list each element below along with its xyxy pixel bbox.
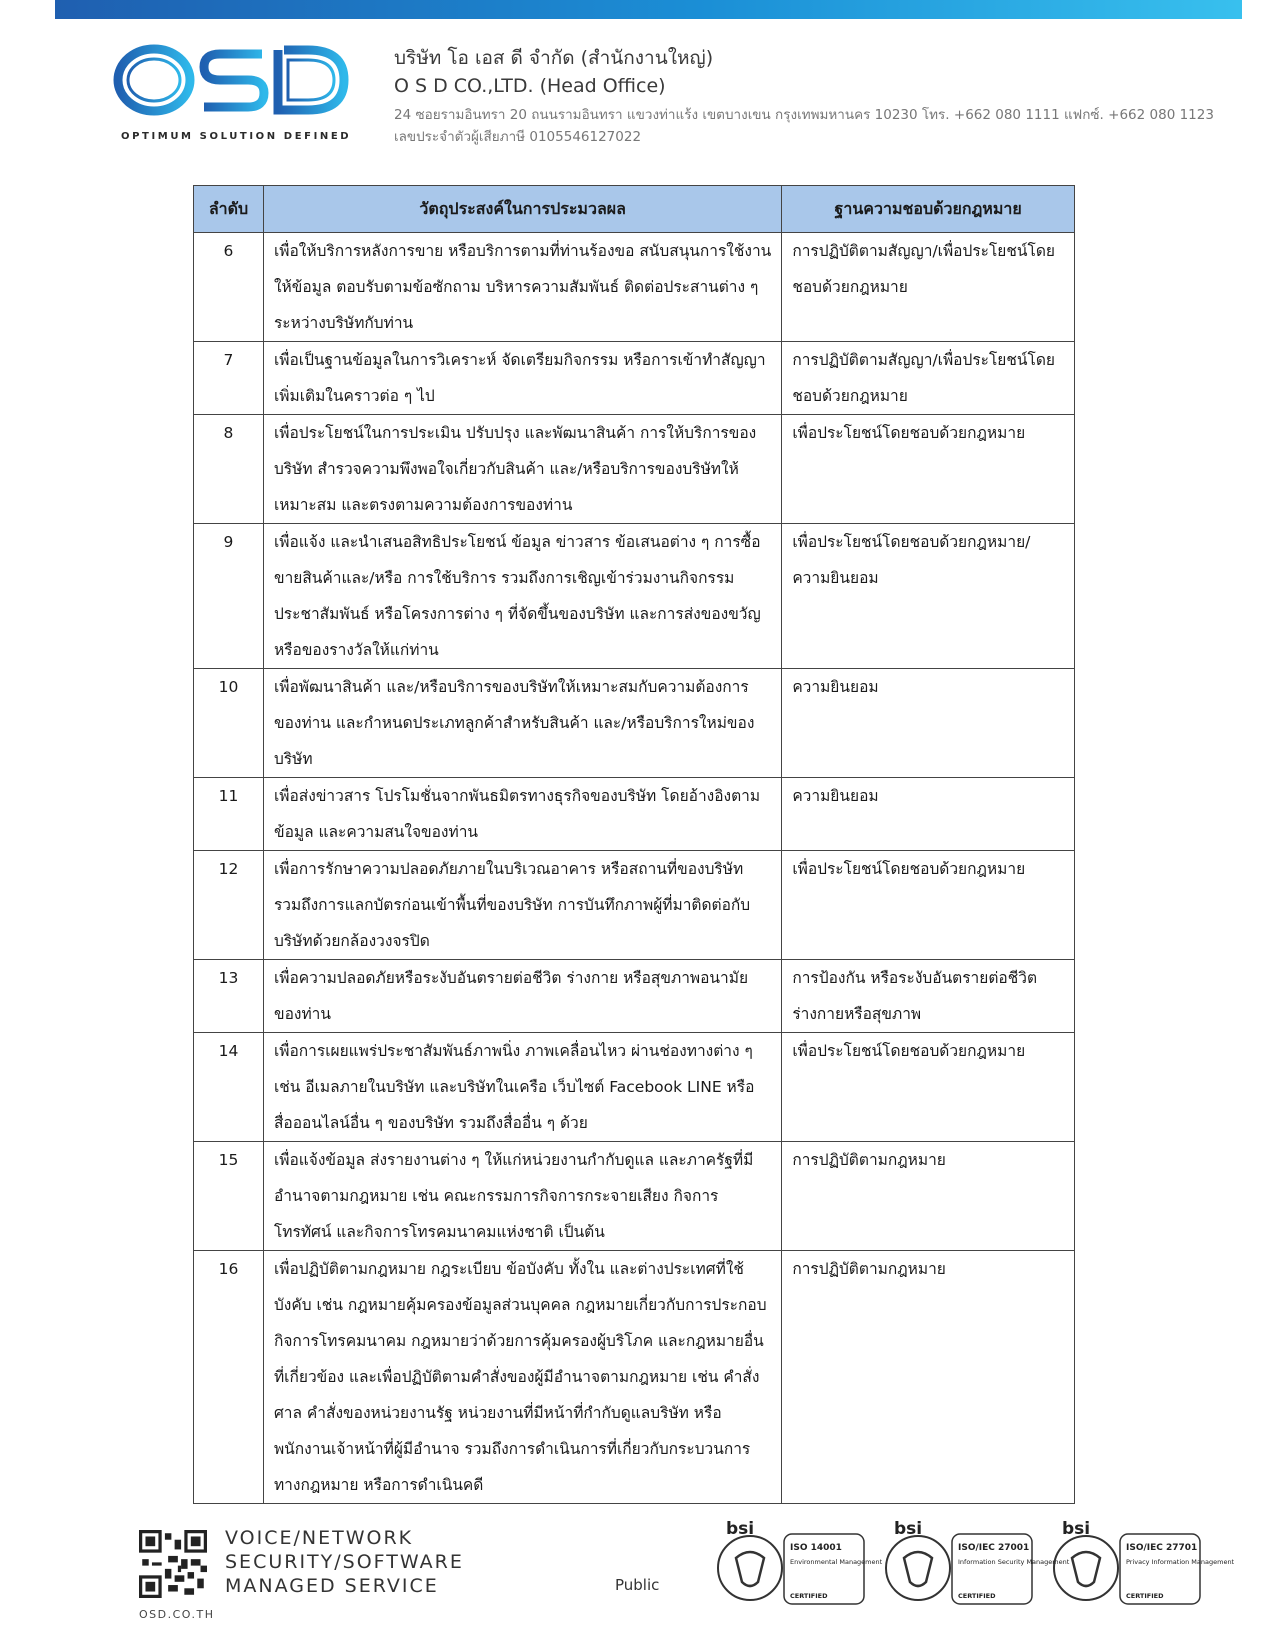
kitemark-heart-icon — [1072, 1552, 1100, 1586]
row-legal-basis: ความยินยอม — [782, 778, 1075, 851]
row-legal-basis: การปฏิบัติตามสัญญา/เพื่อประโยชน์โดยชอบด้วยกฎหมาย — [782, 233, 1075, 342]
row-number: 6 — [194, 233, 264, 342]
bsi-kitemark-icon — [886, 1536, 950, 1600]
company-name-english: O S D CO.,LTD. (Head Office) — [394, 75, 666, 97]
row-legal-basis: ความยินยอม — [782, 669, 1075, 778]
bsi-brand: bsi — [726, 1519, 755, 1539]
table-row — [194, 1033, 1075, 1142]
bsi-kitemark-icon — [1054, 1536, 1118, 1600]
row-number: 9 — [194, 524, 264, 669]
row-number: 11 — [194, 778, 264, 851]
row-number: 16 — [194, 1251, 264, 1504]
row-number: 7 — [194, 342, 264, 415]
cert-description: Privacy Information Management — [1126, 1558, 1235, 1566]
row-legal-basis: เพื่อประโยชน์โดยชอบด้วยกฎหมาย — [782, 415, 1075, 524]
bsi-brand: bsi — [1062, 1519, 1091, 1539]
row-legal-basis: การปฏิบัติตามสัญญา/เพื่อประโยชน์โดยชอบด้วยกฎหมาย — [782, 342, 1075, 415]
service-list — [225, 1526, 464, 1598]
row-purpose: เพื่อให้บริการหลังการขาย หรือบริการตามที่ท่านร้องขอ สนับสนุนการใช้งาน ให้ข้อมูล ตอบรับตามข้อซักถาม บริหารความสัมพันธ์ ติดต่อประสานต่าง ๆ ระหว่างบริษัทกับท่าน — [263, 233, 781, 342]
row-legal-basis: เพื่อประโยชน์โดยชอบด้วยกฎหมาย/ความยินยอม — [782, 524, 1075, 669]
row-legal-basis: เพื่อประโยชน์โดยชอบด้วยกฎหมาย — [782, 1033, 1075, 1142]
certification-badges — [712, 1518, 1235, 1608]
col-header-purpose: วัตถุประสงค์ในการประมวลผล — [263, 186, 781, 233]
table-row — [194, 524, 1075, 669]
table-row — [194, 342, 1075, 415]
row-number: 10 — [194, 669, 264, 778]
top-accent-bar — [55, 0, 1242, 19]
row-purpose: เพื่อการเผยแพร่ประชาสัมพันธ์ภาพนิ่ง ภาพเคลื่อนไหว ผ่านช่องทางต่าง ๆ เช่น อีเมลภายในบริษัท และบริษัทในเครือ เว็บไซต์ Facebook LINE หรือสื่อออนไลน์อื่น ๆ ของบริษัท รวมถึงสื่ออื่น ๆ ด้วย — [263, 1033, 781, 1142]
classification-label: Public — [615, 1576, 660, 1594]
service-line: MANAGED SERVICE — [225, 1575, 439, 1597]
company-address: 24 ซอยรามอินทรา 20 ถนนรามอินทรา แขวงท่าแร้ง เขตบางเขน กรุงเทพมหานคร 10230 โทร. +662 080 1111 แฟกซ์. +662 080 1123 — [394, 107, 1214, 123]
kitemark-heart-icon — [736, 1552, 764, 1586]
company-info — [394, 44, 1214, 148]
table-row — [194, 233, 1075, 342]
row-number: 12 — [194, 851, 264, 960]
cert-status: CERTIFIED — [1126, 1592, 1164, 1600]
row-purpose: เพื่อส่งข่าวสาร โปรโมชั่นจากพันธมิตรทางธุรกิจของบริษัท โดยอ้างอิงตามข้อมูล และความสนใจของท่าน — [263, 778, 781, 851]
row-legal-basis: เพื่อประโยชน์โดยชอบด้วยกฎหมาย — [782, 851, 1075, 960]
website-label: OSD.CO.TH — [139, 1608, 215, 1621]
row-purpose: เพื่อความปลอดภัยหรือระงับอันตรายต่อชีวิต ร่างกาย หรือสุขภาพอนามัยของท่าน — [263, 960, 781, 1033]
table-row — [194, 851, 1075, 960]
cert-standard: ISO/IEC 27701 — [1126, 1543, 1198, 1553]
logo-tagline: OPTIMUM SOLUTION DEFINED — [121, 131, 352, 142]
service-line: SECURITY/SOFTWARE — [225, 1551, 464, 1573]
row-number: 8 — [194, 415, 264, 524]
qr-code-icon — [139, 1530, 207, 1598]
col-header-number: ลำดับ — [194, 186, 264, 233]
row-purpose: เพื่อการรักษาความปลอดภัยภายในบริเวณอาคาร หรือสถานที่ของบริษัท รวมถึงการแลกบัตรก่อนเข้าพื้นที่ของบริษัท การบันทึกภาพผู้ที่มาติดต่อกับบริษัทด้วยกล้องวงจรปิด — [263, 851, 781, 960]
bsi-kitemark-icon — [718, 1536, 782, 1600]
table-header-row — [194, 186, 1075, 233]
row-number: 15 — [194, 1142, 264, 1251]
row-purpose: เพื่อแจ้ง และนำเสนอสิทธิประโยชน์ ข้อมูล ข่าวสาร ข้อเสนอต่าง ๆ การซื้อขายสินค้าและ/หรือ การใช้บริการ รวมถึงการเชิญเข้าร่วมงานกิจกรรม ประชาสัมพันธ์ หรือโครงการต่าง ๆ ที่จัดขึ้นของบริษัท และการส่งของขวัญ หรือของรางวัลให้แก่ท่าน — [263, 524, 781, 669]
row-number: 13 — [194, 960, 264, 1033]
row-legal-basis: การปฏิบัติตามกฎหมาย — [782, 1251, 1075, 1504]
table-row — [194, 778, 1075, 851]
bsi-brand: bsi — [894, 1519, 923, 1539]
processing-purpose-table — [193, 185, 1075, 1504]
cert-badge — [1054, 1519, 1235, 1604]
row-purpose: เพื่อแจ้งข้อมูล ส่งรายงานต่าง ๆ ให้แก่หน่วยงานกำกับดูแล และภาครัฐที่มีอำนาจตามกฎหมาย เช่น คณะกรรมการกิจการกระจายเสียง กิจการโทรทัศน์ และกิจการโทรคมนาคมแห่งชาติ เป็นต้น — [263, 1142, 781, 1251]
cert-description: Information Security Management — [958, 1558, 1070, 1566]
row-legal-basis: การปฏิบัติตามกฎหมาย — [782, 1142, 1075, 1251]
table-row — [194, 1251, 1075, 1504]
cert-standard: ISO 14001 — [790, 1543, 842, 1553]
row-purpose: เพื่อพัฒนาสินค้า และ/หรือบริการของบริษัทให้เหมาะสมกับความต้องการของท่าน และกำหนดประเภทลูกค้าสำหรับสินค้า และ/หรือบริการใหม่ของบริษัท — [263, 669, 781, 778]
row-legal-basis: การป้องกัน หรือระงับอันตรายต่อชีวิตร่างกายหรือสุขภาพ — [782, 960, 1075, 1033]
osd-logo — [112, 40, 352, 145]
col-header-legal-basis: ฐานความชอบด้วยกฎหมาย — [782, 186, 1075, 233]
cert-status: CERTIFIED — [790, 1592, 828, 1600]
kitemark-heart-icon — [904, 1552, 932, 1586]
table-row — [194, 415, 1075, 524]
tax-id: เลขประจำตัวผู้เสียภาษี 0105546127022 — [394, 129, 642, 145]
row-purpose: เพื่อเป็นฐานข้อมูลในการวิเคราะห์ จัดเตรียมกิจกรรม หรือการเข้าทำสัญญาเพิ่มเติมในคราวต่อ ๆ ไป — [263, 342, 781, 415]
row-purpose: เพื่อประโยชน์ในการประเมิน ปรับปรุง และพัฒนาสินค้า การให้บริการของบริษัท สำรวจความพึงพอใจเกี่ยวกับสินค้า และ/หรือบริการของบริษัทให้เหมาะสม และตรงตามความต้องการของท่าน — [263, 415, 781, 524]
cert-status: CERTIFIED — [958, 1592, 996, 1600]
table-row — [194, 960, 1075, 1033]
cert-description: Environmental Management — [790, 1558, 883, 1566]
cert-badge — [718, 1519, 883, 1604]
row-purpose: เพื่อปฏิบัติตามกฎหมาย กฎระเบียบ ข้อบังคับ ทั้งใน และต่างประเทศที่ใช้บังคับ เช่น กฎหมายคุ้มครองข้อมูลส่วนบุคคล กฎหมายเกี่ยวกับการประกอบกิจการโทรคมนาคม กฎหมายว่าด้วยการคุ้มครองผู้บริโภค และกฎหมายอื่นที่เกี่ยวข้อง และเพื่อปฏิบัติตามคำสั่งของผู้มีอำนาจตามกฎหมาย เช่น คำสั่งศาล คำสั่งของหน่วยงานรัฐ หน่วยงานที่มีหน้าที่กำกับดูแลบริษัท หรือพนักงานเจ้าหน้าที่ผู้มีอำนาจ รวมถึงการดำเนินการที่เกี่ยวกับกระบวนการทางกฎหมาย หรือการดำเนินคดี — [263, 1251, 781, 1504]
table-row — [194, 1142, 1075, 1251]
company-name-thai: บริษัท โอ เอส ดี จำกัด (สำนักงานใหญ่) — [394, 47, 714, 69]
service-line: VOICE/NETWORK — [225, 1527, 414, 1549]
row-number: 14 — [194, 1033, 264, 1142]
cert-badge — [886, 1519, 1070, 1604]
table-row — [194, 669, 1075, 778]
cert-standard: ISO/IEC 27001 — [958, 1543, 1030, 1553]
